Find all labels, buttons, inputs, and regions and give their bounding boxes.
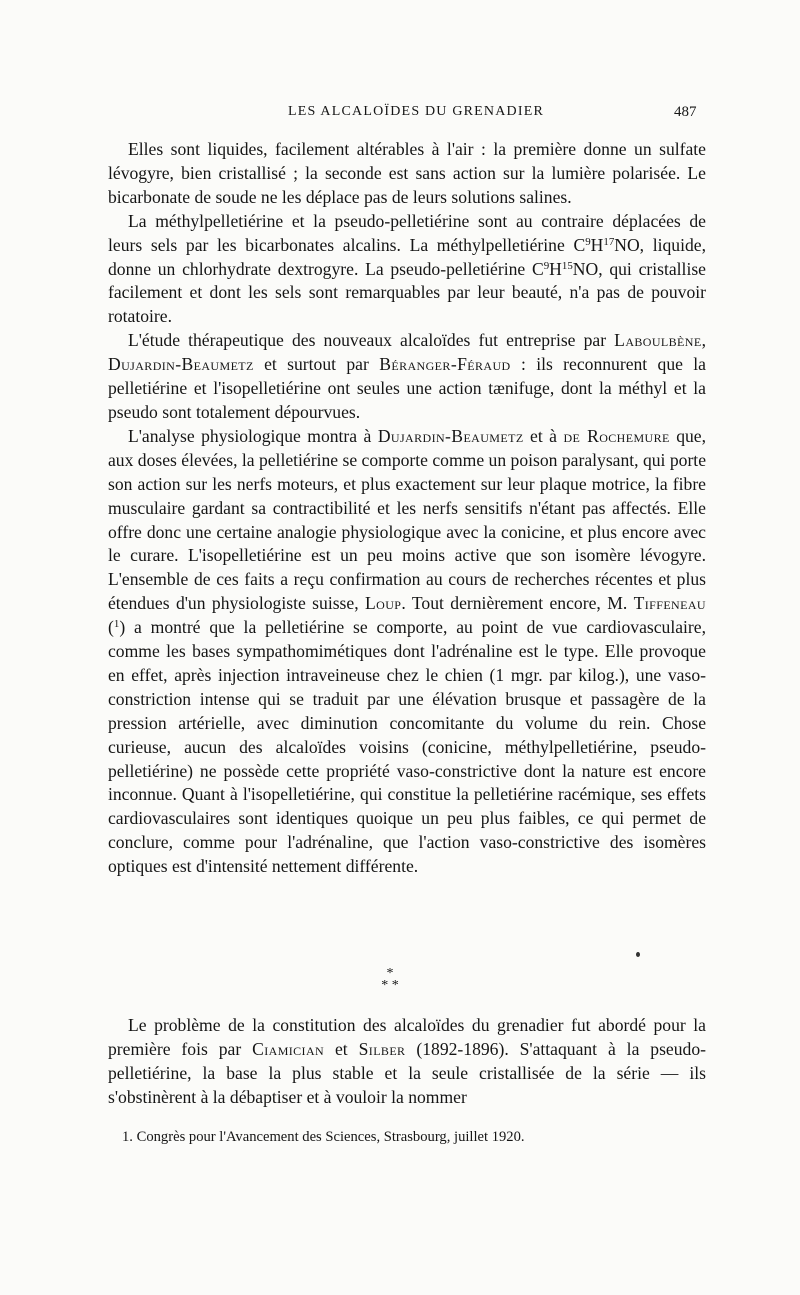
author-name: Tiffeneau (633, 593, 706, 614)
paragraph-4-text-a: L'analyse physiologique montra à (128, 425, 378, 446)
formula-1-superscript-c: 9 (585, 235, 591, 248)
section-separator-asterism (370, 968, 410, 992)
paragraph-3-text-c: et surtout par (253, 354, 380, 375)
ink-speck (636, 952, 640, 957)
paragraph-5-text-b: et (324, 1038, 359, 1059)
paragraph-2-text-a: La méthylpelletiérine et la pseudo-pelletiérine sont au contraire déplacées de leurs sels par les bicarbonates alcalins. La méthylpelletiérine C (108, 210, 706, 255)
footnote-ref-close: ) (119, 617, 126, 638)
author-name: Dujardin-Beaumetz (108, 354, 254, 375)
author-name: Loup (365, 593, 402, 614)
author-name: Dujardin-Beaumetz (377, 425, 524, 446)
paragraph-4-text-b: et à (523, 425, 564, 446)
page-header (0, 104, 800, 128)
author-name: Ciamician (252, 1038, 325, 1059)
paragraph-3 (108, 329, 706, 425)
author-name: Silber (358, 1038, 406, 1059)
footnote-ref-open: ( (108, 617, 114, 638)
footnote (122, 1128, 682, 1146)
paragraph-3-text-d: : ils reconnurent que la pelletiérine et l'isopelletiérine ont seules une action tænifuge, dont la méthyl et la pseudo sont totalement dépourvues. (108, 354, 706, 422)
footnote-number: 1. (122, 1129, 133, 1145)
footnote-text: Congrès pour l'Avancement des Sciences, Strasbourg, juillet 1920. (132, 1129, 525, 1145)
running-title: LES ALCALOÏDES DU GRENADIER (288, 104, 545, 119)
formula-1-superscript-h: 17 (603, 235, 615, 248)
author-name: Laboulbène (614, 330, 702, 351)
paragraph-5-text-a: Le problème de la constitution des alcaloïdes du grenadier fut abordé pour la première fois par (108, 1015, 706, 1059)
author-name: Béranger-Féraud (379, 354, 511, 375)
formula-2-superscript-h: 15 (561, 259, 573, 272)
page-number: 487 (674, 104, 697, 120)
body-text-continued (108, 1014, 706, 1110)
formula-1-h: H (590, 234, 604, 255)
footnote-reference: 1 (113, 618, 120, 631)
paragraph-3-text-a: L'étude thérapeutique des nouveaux alcaloïdes fut entreprise par (128, 330, 615, 351)
paragraph-2 (108, 210, 706, 330)
asterism-top: * (386, 966, 394, 981)
paragraph-4-text-d: . Tout dernièrement encore, M. (401, 593, 634, 614)
paragraph-4-text-c: que, aux doses élevées, la pelletiérine se comporte comme un poison paralysant, qui porte son action sur les nerfs moteurs, et plus exactement sur leur plaque motrice, la fibre musculaire gardant sa contractibilité et les nerfs sensitifs n'étant pas affectés. Elle offre donc une certaine analogie physiologique avec la conicine, et plus encore avec le curare. L'isopelletiérine est un peu moins active que son isomère lévogyre. L'ensemble de ces faits a reçu confirmation au cours de recherches récentes et plus étendues d'un physiologiste suisse, (108, 425, 707, 614)
paragraph-4 (108, 425, 706, 879)
formula-2-h: H (549, 258, 562, 279)
paragraph-2-text-b: NO, liquide, donne un chlorhydrate dextrogyre. La pseudo-pelletiérine C (108, 234, 706, 279)
paragraph-2-text-c: NO, qui cristallise facilement et dont les sels sont remarquables par leur beauté, n'a pas de pouvoir rotatoire. (108, 258, 706, 327)
asterism-bottom: * * (381, 978, 399, 993)
author-name: de Rochemure (563, 425, 670, 446)
paragraph-5 (108, 1014, 706, 1110)
paragraph-5-text-c: (1892-1896). S'attaquant à la pseudo-pelletiérine, la base la plus stable et la seule cristallisée de la série — ils s'obstinèrent à la débaptiser et à vouloir la nommer (108, 1038, 706, 1107)
formula-2-superscript-c: 9 (543, 259, 550, 272)
paragraph-1: Elles sont liquides, facilement altérables à l'air : la première donne un sulfate lévogyre, bien cristallisé ; la seconde est sans action sur la lumière polarisée. Le bicarbonate de soude ne les déplace pas de leurs solutions salines. (108, 139, 706, 207)
paragraph-3-text-b: , (701, 330, 706, 351)
body-text (108, 138, 706, 879)
paragraph-4-text-e: a montré que la pelletiérine se comporte, au point de vue cardiovasculaire, comme les bases sympathomimétiques dont l'adrénaline est le type. Elle provoque en effet, après injection intraveineuse chez le chien (1 mgr. par kilog.), une vaso-constriction intense qui se traduit par une élévation brusque et passagère de la pression artérielle, avec diminution concomitante du volume du rein. Chose curieuse, aucun des alcaloïdes voisins (conicine, méthylpelletiérine, pseudo-pelletiérine) ne possède cette propriété vaso-constrictive dont la nature est encore inconnue. Quant à l'isopelletiérine, qui constitue la pelletiérine racémique, ses effets cardiovasculaires sont identiques quoique un peu plus faibles, ce qui permet de conclure, comme pour l'adrénaline, que l'action vaso-constrictive des isomères optiques est d'intensité nettement différente. (108, 617, 706, 877)
